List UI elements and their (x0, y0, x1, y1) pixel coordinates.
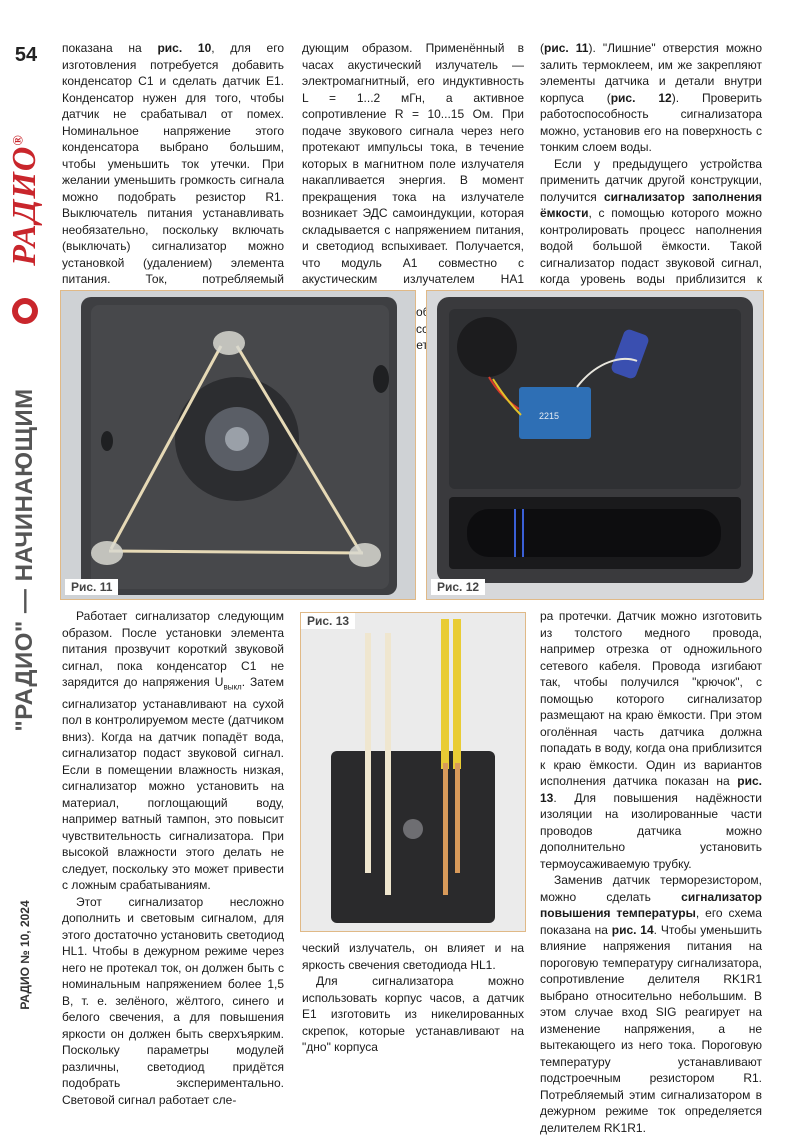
glue-blob-right (349, 543, 381, 567)
sensor-wire-bottom (109, 551, 363, 553)
column-1-bottom (62, 608, 284, 1108)
text-run: Этот сигнализатор несложно дополнить и световым сигналом, для этого достаточно установить светодиод HL1. Чтобы в дежурном режиме через него не протекал ток, он должен быть с номинальным напряжением более 1,5 В, т. е. зелёного, жёлтого, синего и белого свечения, а для повышения яркости он должен быть сверхъярким. Поскольку параметры модулей различны, светодиод придётся подобрать экспериментально. Световой сигнал работает сле- (62, 894, 284, 1107)
figure-12-photo (426, 290, 764, 600)
text-run: ческий излучатель, он влияет и на яркость свечения светодиода HL1. (302, 941, 524, 972)
paragraph (540, 40, 762, 156)
text-run: показана на (62, 41, 158, 55)
wire-white-right (385, 633, 391, 895)
text-run: Заменив датчик терморезистором, можно сделать (540, 873, 762, 904)
bold-term: сигнализатор заполнения ёмкости (540, 189, 762, 220)
text-run: . Затем сигнализатор устанавливают на сухой пол в контролируемом месте (датчиком вниз). Когда на датчик попадёт вода, сигнализатор подаст звуковой сигнал. Если в помещении влажность низкая, сигнализатор можно установить на материал, поглощающий воду, например ватный тампон, это повысит чувствительность сигнализатора. При высокой влажности этого делать не следует, поскольку это может привести с ложным срабатываниям. (62, 675, 284, 893)
bold-term: рис. 12 (610, 90, 672, 105)
hanger-slot (373, 365, 389, 393)
figure-13-caption: Рис. 13 (301, 613, 355, 629)
text-run: Работает сигнализатор следующим образом. После установки элемента питания прозвучит короткий звуковой сигнал, пока конденсатор C1 не зарядится до напряжения U (62, 609, 284, 689)
battery-cell (467, 509, 721, 557)
section-title: "РАДИО" — НАЧИНАЮЩИМ (11, 388, 38, 732)
text-run: , его схема показана на (540, 906, 762, 937)
paragraph (62, 608, 284, 894)
text-run: Если у предыдущего устройства применить датчик другой конструкции, получится (540, 156, 762, 204)
figure-12-caption: Рис. 12 (431, 579, 485, 595)
figure-11-photo (60, 290, 416, 600)
page-sidebar (0, 0, 50, 1026)
registered-mark: ® (11, 134, 27, 146)
paragraph (302, 940, 524, 973)
text-run: дующим образом. Применённый в часах акустический излучатель — электромагнитный, его индуктивность L = 1...2 мГн, а активное сопротивление R = 10...15 Ом. При подаче звукового сигнала через него протекают импульсы тока, в течение которых в магнитном поле излучателя накапливается энергия. В момент прекращения тока на излучателе возникает ЭДС самоиндукции, которая складывается с напряжением питания, и светодиод вспыхивает. Получается, что модуль A1 совместно с акустическим излучателем HA1 (302, 41, 524, 286)
brand-logo-icon (12, 298, 38, 324)
copper-core-left (443, 763, 448, 895)
text-run: ). "Лишние" отверстия можно залить термоклеем, им же закрепляют элементы датчика и детали внутри корпуса ( (540, 41, 763, 105)
bold-term: рис. 13 (540, 774, 762, 805)
text-run: ра протечки. Датчик можно изготовить из толстого медного провода, например отрезка от одножильного сетевого кабеля. Провода изгибают так, чтобы получился "крючок", с помощью которого сигнализатор размещают на краю ёмкости. При этом оголённая часть датчика должна попадать в воду, когда она приблизится к краю ёмкости. Один из вариантов исполнения датчика показан на (540, 609, 762, 788)
copper-core-right (455, 763, 460, 873)
bold-term: рис. 10 (157, 41, 212, 55)
figure-11-caption: Рис. 11 (65, 579, 118, 595)
subscript: выкл (223, 682, 242, 692)
issue-label: РАДИО № 10, 2024 (18, 900, 32, 1010)
column-2-bottom (302, 940, 524, 1056)
glue-blob-left (91, 541, 123, 565)
glue-blob-top (213, 331, 245, 355)
column-3-bottom (540, 608, 762, 1136)
bold-term: сигнализатор повышения температуры (540, 889, 762, 920)
paragraph (302, 973, 524, 1056)
brand-text: РАДИО (6, 145, 43, 266)
wire-yellow-right (453, 619, 461, 769)
pcb-label: 2215 (539, 411, 560, 421)
paragraph (540, 608, 762, 872)
bold-term: рис. 14 (611, 922, 654, 937)
text-run: . Для повышения надёжности изоляции на изолированные части проводов датчика можно дополнительно установить термоусаживаемую трубку. (540, 790, 762, 871)
hub-cap (225, 427, 249, 451)
text-run: ). Проверить работоспособность сигнализатора можно, установив его на поверхность с тонким слоем воды. (540, 90, 762, 154)
wire-white-left (365, 633, 371, 873)
sensor-hook-photo (301, 613, 525, 931)
wire-yellow-left (441, 619, 449, 769)
clock-housing-interior-photo (427, 291, 763, 599)
text-run: ( (540, 41, 544, 55)
magazine-brand (6, 134, 44, 266)
text-run: Для сигнализатора можно использовать корпус часов, а датчик E1 изготовить из никелированных скрепок, которые устанавливают на "дно" корпуса (302, 974, 524, 1054)
buzzer (457, 317, 517, 377)
text-run: , для его изготовления потребуется добавить конденсатор C1 и сделать датчик E1. Конденсатор нужен для того, чтобы датчик не срабатывал от помех. Номинальное напряжение этого конденсатора выбрано большим, чтобы уменьшить ток утечки. При желании уменьшить громкость сигнала можно подобрать резистор R1. Выключатель питания устанавливать необязательно, поскольку включать (выключать) сигнализатор можно установкой (удалением) элемента питания. Ток, потребляемый (62, 41, 284, 286)
figure-13-photo (300, 612, 526, 932)
paragraph (540, 872, 762, 1136)
page-number: 54 (14, 44, 38, 66)
clock-housing-back-photo (61, 291, 415, 599)
center-hole (403, 819, 423, 839)
text-run: . Чтобы уменьшить влияние напряжения питания на пороговую температуру сигнализатора, сопротивление делителя RK1R1 выбрано относительно небольшим. В этом случае вход SIG реагирует на изменение напряжения, а не вытекающего из него тока. Пороговую температуру устанавливают подстроечным резистором R1. Потребляемый этим сигнализатором в дежурном режиме ток определяется делителем RK1R1. (540, 922, 763, 1135)
bold-term: рис. 11 (544, 41, 589, 55)
text-run: , с помощью которого можно контролировать процесс наполнения водой большой ёмкости. Такой сигнализатор подаст звуковой сигнал, когда уровень воды приблизится к (540, 206, 762, 286)
paragraph (62, 894, 284, 1109)
side-slot (101, 431, 113, 451)
